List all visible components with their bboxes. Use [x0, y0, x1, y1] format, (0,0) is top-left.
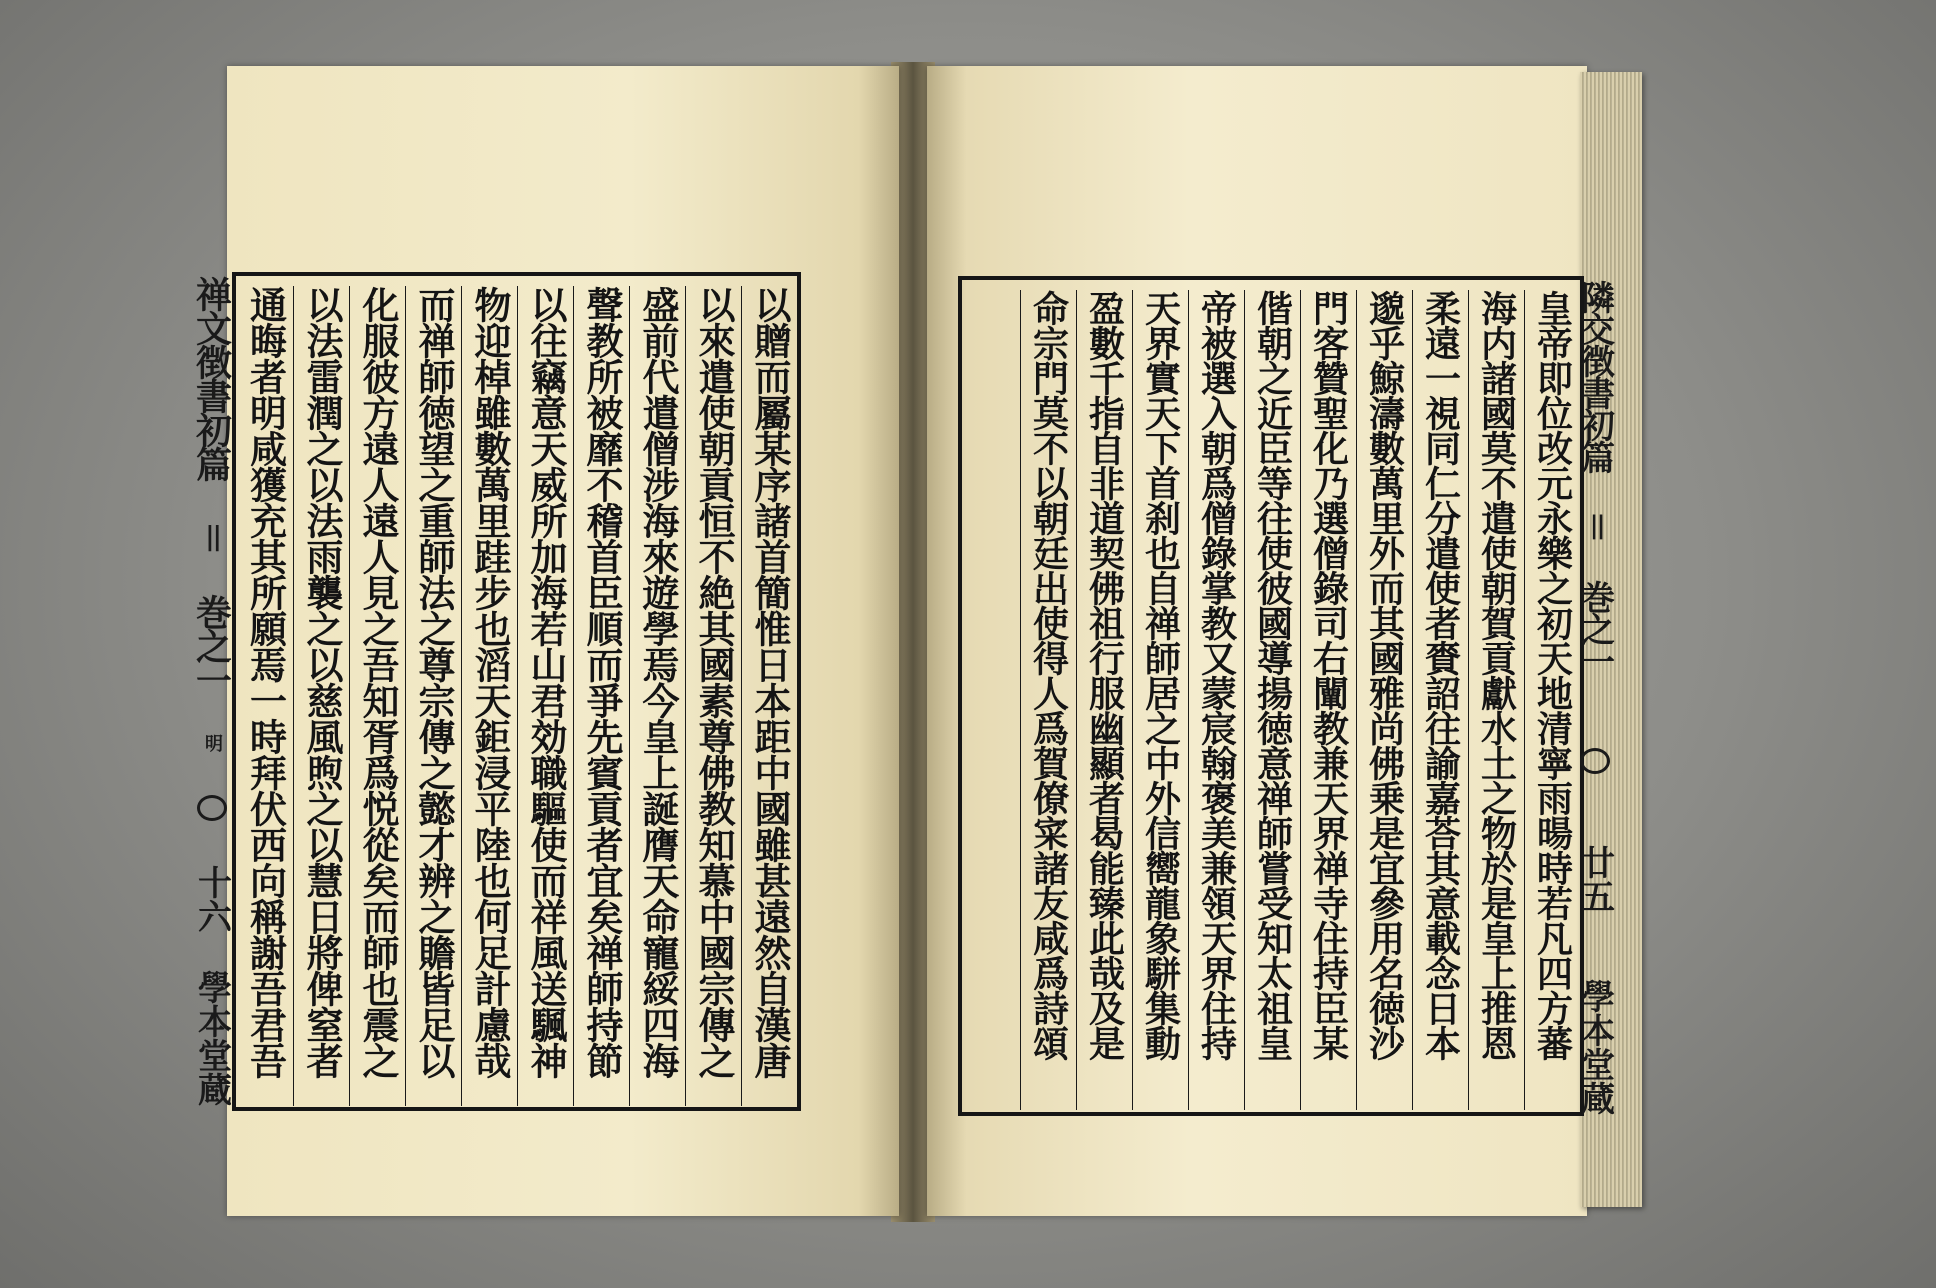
column-text: 化服彼方遠人遠人見之吾知胥爲悦從矣而師也震之: [356, 286, 400, 1078]
column-text: 命宗門莫不以朝廷出使得人爲賀僚寀諸友咸爲詩頌: [1027, 290, 1070, 1060]
column-text: 海内諸國莫不遣使朝賀貢獻水土之物於是皇上推恩: [1475, 290, 1518, 1060]
column-text: 而禅師徳望之重師法之尊宗傳之懿才辨之贍皆足以: [412, 286, 456, 1078]
text-column: [349, 286, 405, 1106]
column-text: 邈乎鯨濤數萬里外而其國雅尚佛乗是宜參用名徳沙: [1363, 290, 1406, 1060]
running-title: 禅文徴書初篇 ＝ 巻之一: [190, 276, 233, 696]
text-column: [1244, 290, 1300, 1110]
column-text: 天界實天下首刹也自禅師居之中外信嚮龍象駢集動: [1139, 290, 1182, 1060]
page-number: 十六: [191, 864, 232, 933]
text-column: [1356, 290, 1412, 1110]
text-column: [1468, 290, 1524, 1110]
column-text: 偕朝之近臣等往使彼國導揚徳意禅師嘗受知太祖皇: [1251, 290, 1294, 1060]
left-page-margin: [192, 276, 232, 1106]
margin-mark: 明: [202, 733, 223, 752]
column-text: 以往竊意天威所加海若山君効職驅使而祥風送颿神: [524, 286, 568, 1078]
text-column: [573, 286, 629, 1106]
fish-tail-mark: [1580, 748, 1610, 774]
text-column: [517, 286, 573, 1106]
column-text: 盈數千指自非道契佛祖行服幽顯者曷能臻此哉及是: [1083, 290, 1126, 1060]
text-column: [1132, 290, 1188, 1110]
text-column: [405, 286, 461, 1106]
text-column: [1188, 290, 1244, 1110]
text-column: [685, 286, 741, 1106]
left-text-block: [232, 272, 801, 1111]
column-text: 通晦者明咸獲充其所願焉一時拜伏西向稱謝吾君吾: [243, 286, 288, 1078]
column-text: 柔遠一視同仁分遣使者賚詔往諭嘉荅其意載念日本: [1419, 290, 1462, 1060]
text-column: [741, 286, 797, 1106]
publisher-mark: 學本堂蔵: [1574, 978, 1615, 1115]
column-text: 皇帝即位改元永樂之初天地清寧雨暘時若凡四方蕃: [1531, 290, 1574, 1060]
fish-tail-mark: [197, 795, 227, 821]
column-text: 以法雷潤之以法雨襲之以慈風煦之以慧日將俾窒者: [300, 286, 344, 1078]
text-column: [629, 286, 685, 1106]
column-text: 帝被選入朝爲僧錄掌教又蒙宸翰褒美兼領天界住持: [1195, 290, 1238, 1060]
right-text-block: [958, 276, 1584, 1116]
text-column: [1300, 290, 1356, 1110]
text-column: [237, 286, 293, 1106]
text-column: [293, 286, 349, 1106]
text-column: [1076, 290, 1132, 1110]
text-column: [1020, 290, 1076, 1110]
page-number: 廿五: [1574, 845, 1615, 914]
left-columns: [236, 286, 797, 1106]
text-column: [968, 290, 1020, 1110]
column-text: 聲教所被靡不稽首臣順而爭先賓貢者宜矣禅師持節: [580, 286, 624, 1078]
column-text: 門客贊聖化乃選僧錄司右闡教兼天界禅寺住持臣某: [1307, 290, 1350, 1060]
column-text: 以贈而屬某序諸首簡惟日本距中國雖甚遠然自漢唐: [748, 286, 792, 1078]
text-column: [1412, 290, 1468, 1110]
right-page-margin: [1575, 280, 1615, 1115]
column-text: 以來遣使朝貢恒不絶其國素尊佛教知慕中國宗傳之: [692, 286, 736, 1078]
column-text: 盛前代遣僧涉海來遊學焉今皇上誕膺天命寵綏四海: [636, 286, 680, 1078]
publisher-mark: 學本堂蔵: [191, 970, 232, 1106]
running-title: 隣交徴書初篇 ＝ 巻之一: [1574, 280, 1615, 676]
text-column: [461, 286, 517, 1106]
column-text: 物迎棹雖數萬里跬步也滔天鉅浸平陸也何足計慮哉: [468, 286, 512, 1078]
right-columns: [962, 290, 1580, 1110]
